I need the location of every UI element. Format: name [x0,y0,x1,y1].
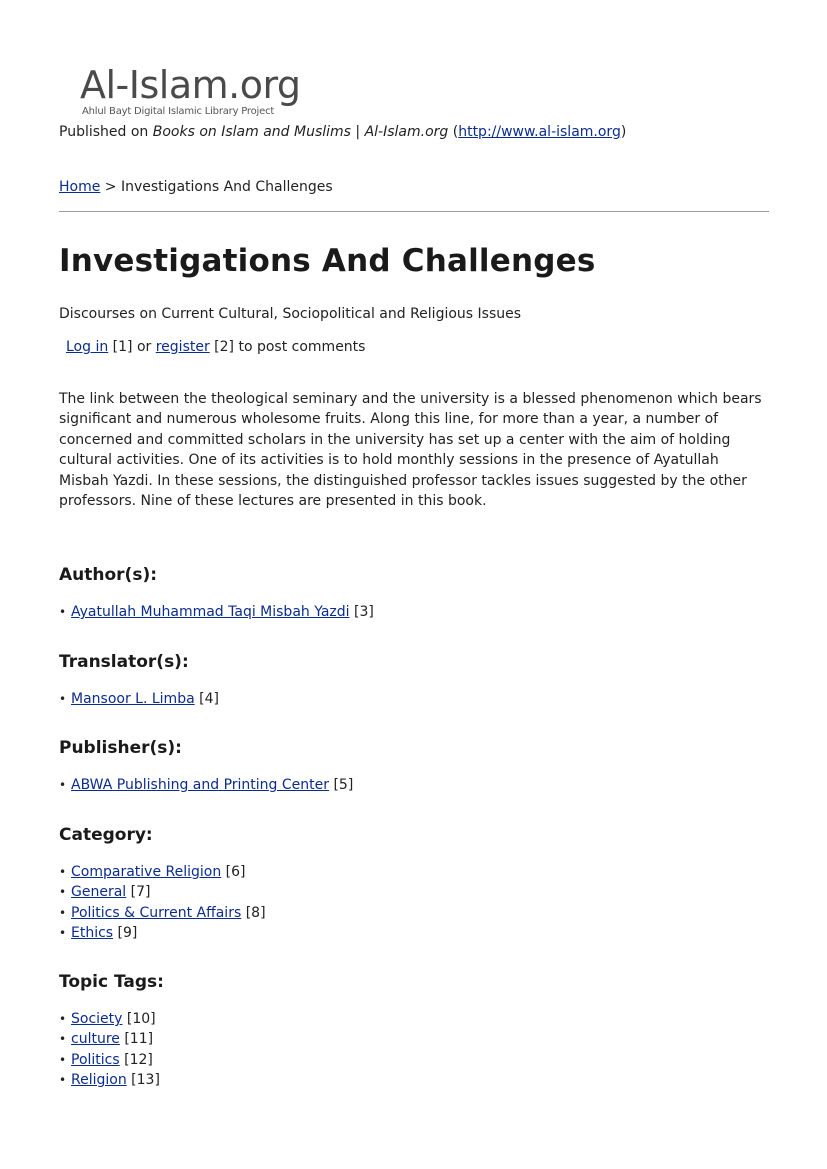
published-site: Books on Islam and Muslims | Al-Islam.org [152,124,449,140]
category-link[interactable]: General [71,884,127,901]
tag-link[interactable]: Religion [71,1072,127,1089]
category-link[interactable]: Ethics [71,925,114,942]
published-prefix: Published on [59,124,153,140]
list-item [59,923,266,943]
ref-number: [4] [194,691,219,707]
translator-link[interactable]: Mansoor L. Limba [71,691,195,707]
list-item [59,1029,160,1049]
list-item [59,689,219,709]
authors-heading: Author(s): [59,565,158,585]
published-line [59,124,626,140]
publishers-list [59,775,353,795]
translators-heading: Translator(s): [59,652,189,672]
login-link[interactable]: Log in [66,339,109,355]
book-summary: The link between the theological seminary and the university is a blessed phenomenon which bears significant and numerous wholesome fruits. Along this line, for more than a year, a number of concerned and committed scholars in the university has set up a center with the aim of holding cultural activities. One of its activities is to hold monthly sessions in the presence of Ayatullah Misbah Yazdi. In these sessions, the distinguished professor tackles issues suggested by the other professors. Nine of these lectures are presented in this book. [59,391,762,510]
published-open: ( [448,124,459,140]
tag-link[interactable]: Politics [71,1051,120,1068]
breadcrumb [59,179,333,195]
page-subtitle: Discourses on Current Cultural, Sociopolitical and Religious Issues [59,306,522,322]
authors-list [59,602,374,622]
list-item [59,903,266,923]
ref-number: [8] [241,904,266,921]
published-url-link[interactable]: http://www.al-islam.org [458,124,621,140]
list-item [59,1009,160,1029]
bullet-icon: • [59,926,67,941]
category-list [59,862,266,944]
header-divider [59,211,769,212]
breadcrumb-current: Investigations And Challenges [120,179,333,195]
list-item [59,882,266,902]
category-link[interactable]: Comparative Religion [71,864,222,880]
breadcrumb-home-link[interactable]: Home [59,179,101,195]
list-item [59,1050,160,1070]
ref-number: [6] [221,864,246,880]
bullet-icon: • [59,778,67,792]
site-logo[interactable] [80,62,320,120]
list-item [59,1070,160,1090]
ref-number: [11] [119,1031,154,1048]
logo-tagline: Ahlul Bayt Digital Islamic Library Project [82,106,275,117]
ref-number: [9] [113,925,138,942]
login-ref: [1] or [108,339,156,355]
tag-link[interactable]: Society [71,1011,123,1027]
ref-number: [10] [122,1011,156,1027]
bullet-icon: • [59,885,67,900]
bullet-icon: • [59,1052,67,1067]
tags-heading: Topic Tags: [59,972,164,992]
bullet-icon: • [59,605,67,619]
page-title: Investigations And Challenges [59,243,596,279]
bullet-icon: • [59,1012,67,1026]
ref-number: [5] [329,777,354,793]
bullet-icon: • [59,1032,67,1047]
category-link[interactable]: Politics & Current Affairs [71,904,242,921]
ref-number: [13] [126,1072,160,1089]
bullet-icon: • [59,865,67,879]
bullet-icon: • [59,1073,67,1088]
ref-number: [3] [349,604,374,620]
register-link[interactable]: register [155,339,210,355]
list-item [59,775,353,795]
published-close: ) [620,124,627,140]
tag-link[interactable]: culture [71,1031,120,1048]
category-heading: Category: [59,825,153,845]
translators-list [59,689,219,709]
bullet-icon: • [59,905,67,920]
tags-list [59,1009,160,1091]
bullet-icon: • [59,692,67,706]
list-item [59,602,374,622]
ref-number: [7] [126,884,151,901]
ref-number: [12] [119,1051,153,1068]
login-prompt [66,339,365,355]
logo-wordmark: Al-Islam.org [80,63,301,107]
publishers-heading: Publisher(s): [59,738,182,758]
list-item [59,862,266,882]
breadcrumb-separator: > [100,179,121,195]
register-ref: [2] to post comments [209,339,366,355]
publisher-link[interactable]: ABWA Publishing and Printing Center [71,777,330,793]
author-link[interactable]: Ayatullah Muhammad Taqi Misbah Yazdi [71,604,350,620]
